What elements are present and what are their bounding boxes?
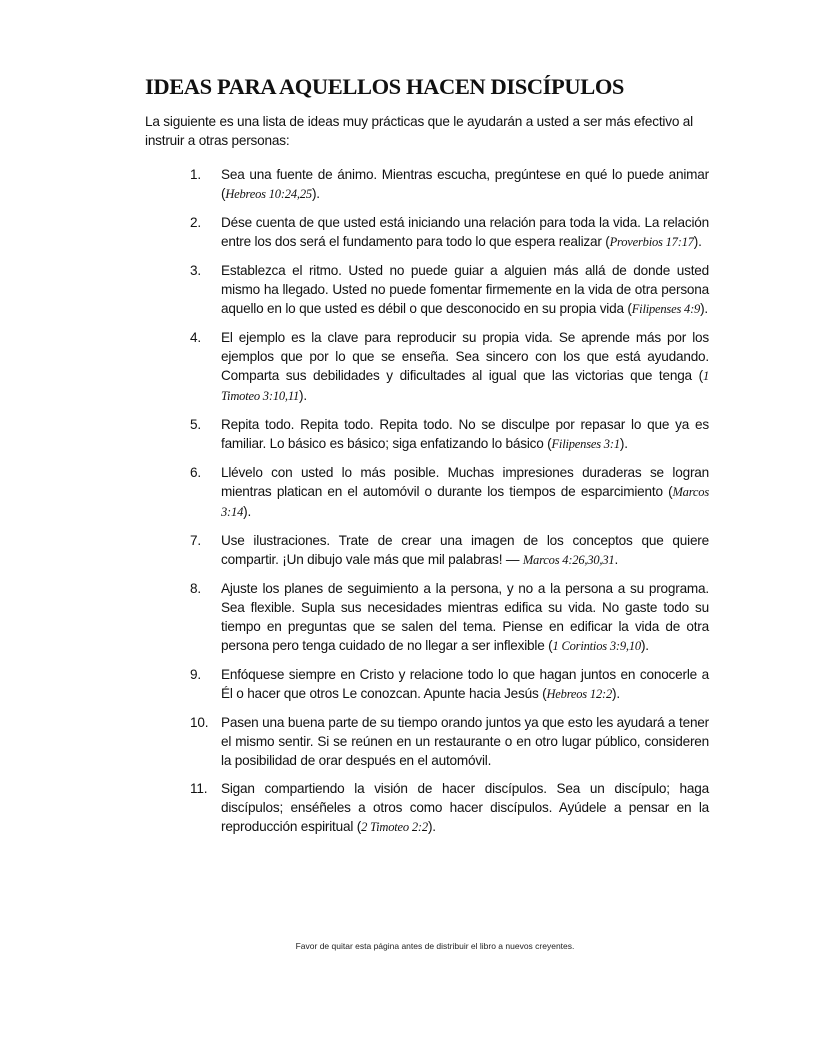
item-number: 5. bbox=[190, 417, 201, 432]
item-text-end: ). bbox=[619, 436, 628, 451]
scripture-reference: Marcos 3:14 bbox=[221, 485, 709, 519]
page-title: IDEAS PARA AQUELLOS HACEN DISCÍPULOS bbox=[145, 74, 625, 99]
item-number: 4. bbox=[190, 330, 201, 345]
scripture-reference: Hebreos 10:24,25 bbox=[225, 187, 312, 201]
list-item bbox=[186, 415, 709, 454]
intro-paragraph: La siguiente es una lista de ideas muy prácticas que le ayudarán a usted a ser más efectivo al instruir a otras personas: bbox=[145, 114, 693, 148]
item-text-end: ). bbox=[700, 301, 709, 316]
list-item bbox=[186, 213, 709, 252]
scripture-reference: Filipenses 3:1 bbox=[551, 437, 620, 451]
item-text-end: ). bbox=[693, 234, 702, 249]
list-item bbox=[186, 531, 709, 570]
scripture-reference: 1 Timoteo 3:10,11 bbox=[221, 369, 709, 403]
item-text: Use ilustraciones. Trate de crear una imagen de los conceptos que quiere compartir. ¡Un dibujo vale más que mil palabras! — bbox=[221, 533, 709, 567]
item-text-end: ). bbox=[640, 638, 649, 653]
list-item bbox=[186, 165, 709, 204]
item-text: Sea una fuente de ánimo. Mientras escucha, pregúntese en qué lo puede animar ( bbox=[221, 167, 709, 201]
item-number: 7. bbox=[190, 533, 201, 548]
item-number: 11. bbox=[190, 781, 208, 796]
item-text-end: ). bbox=[311, 186, 320, 201]
item-text: Ajuste los planes de seguimiento a la persona, y no a la persona a su programa. Sea flexible. Supla sus necesidades mientras edifica su vida. No gaste todo su tiempo en preguntas que se salen del tema. Piense en edificar la vida de otra persona pero tenga cuidado de no llegar a ser inflexible ( bbox=[221, 581, 709, 653]
scripture-reference: Hebreos 12:2 bbox=[546, 687, 613, 701]
item-text: Pasen una buena parte de su tiempo orando juntos ya que esto les ayudará a tener el mismo sentir. Si se reúnen en un restaurante o en otro lugar público, consideren la posibilidad de orar después en el automóvil. bbox=[221, 715, 709, 768]
list-item bbox=[186, 579, 709, 656]
item-text-end: ). bbox=[243, 504, 252, 519]
item-number: 8. bbox=[190, 581, 201, 596]
scripture-reference: Filipenses 4:9 bbox=[631, 302, 701, 316]
list-item bbox=[186, 463, 709, 522]
list-item bbox=[186, 328, 709, 406]
list-item bbox=[186, 713, 709, 770]
item-text: Sigan compartiendo la visión de hacer discípulos. Sea un discípulo; haga discípulos; enséñeles a otros como hacer discípulos. Ayúdele a pensar en la reproducción espiritual ( bbox=[221, 781, 709, 834]
list-item bbox=[186, 261, 709, 319]
item-text-end: ). bbox=[299, 388, 307, 403]
scripture-reference: 1 Corintios 3:9,10 bbox=[552, 639, 641, 653]
item-text: Dése cuenta de que usted está iniciando una relación para toda la vida. La relación entre los dos será el fundamento para todo lo que espera realizar ( bbox=[221, 215, 709, 249]
scripture-reference: Marcos 4:26,30,31 bbox=[522, 553, 615, 567]
list-item bbox=[186, 779, 709, 837]
list-item bbox=[186, 665, 709, 704]
item-text: El ejemplo es la clave para reproducir su propia vida. Se aprende más por los ejemplos que por lo que se enseña. Sea sincero con los que está ayudando. Comparta sus debilidades y dificultades al igual que las victorias que tenga ( bbox=[221, 330, 709, 383]
item-number: 1. bbox=[190, 167, 201, 182]
item-text: Enfóquese siempre en Cristo y relacione todo lo que hagan juntos en conocerle a Él o hacer que otros Le conozcan. Apunte hacia Jesús ( bbox=[221, 667, 709, 701]
item-number: 3. bbox=[190, 263, 201, 278]
item-text-end: ). bbox=[612, 686, 620, 701]
item-number: 2. bbox=[190, 215, 201, 230]
item-text: Establezca el ritmo. Usted no puede guiar a alguien más allá de donde usted mismo ha llegado. Usted no puede fomentar firmemente en la vida de otra persona aquello en lo que usted es débil o que desconocido en su propia vida ( bbox=[221, 263, 709, 316]
item-text: Repita todo. Repita todo. Repita todo. No se disculpe por repasar lo que ya es familiar. Lo básico es básico; siga enfatizando lo básico ( bbox=[221, 417, 709, 451]
scripture-reference: Proverbios 17:17 bbox=[609, 235, 694, 249]
item-number: 6. bbox=[190, 465, 201, 480]
item-text-end: . bbox=[614, 552, 619, 567]
item-text-end: ). bbox=[427, 819, 436, 834]
ideas-list bbox=[186, 165, 709, 846]
item-text: Llévelo con usted lo más posible. Muchas impresiones duraderas se logran mientras platican en el automóvil o durante los tiempos de esparcimiento ( bbox=[221, 465, 709, 499]
scripture-reference: 2 Timoteo 2:2 bbox=[361, 820, 428, 834]
item-number: 9. bbox=[190, 667, 201, 682]
item-number: 10. bbox=[190, 715, 209, 730]
footer-note: Favor de quitar esta página antes de distribuir el libro a nuevos creyentes. bbox=[295, 941, 575, 951]
